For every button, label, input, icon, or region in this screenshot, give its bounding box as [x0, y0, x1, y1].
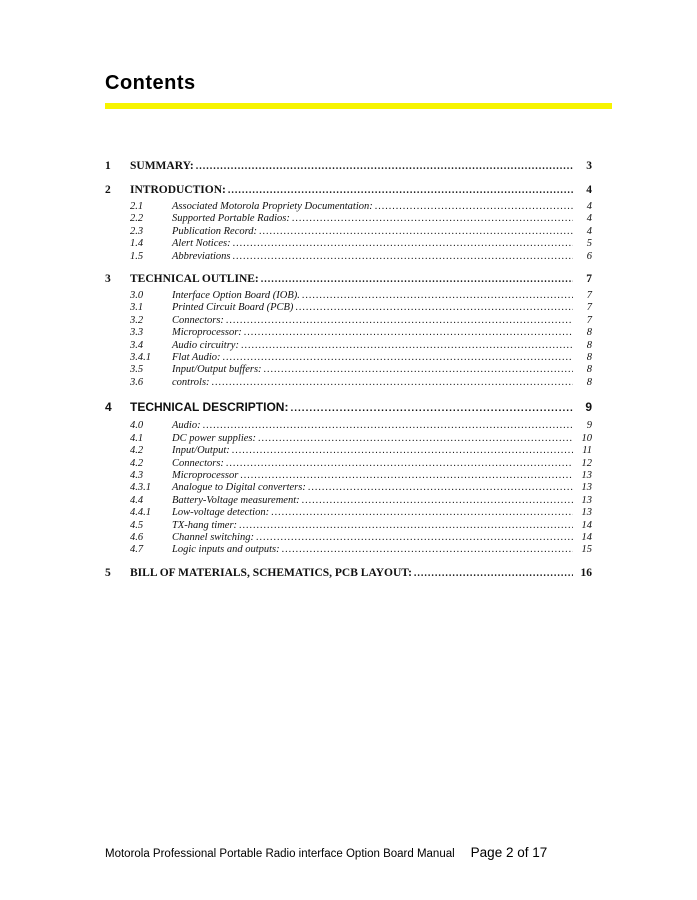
- toc-entry-number: 5: [105, 566, 111, 579]
- toc-entry-number: 4.0: [130, 420, 144, 432]
- page-title: Contents: [105, 72, 196, 94]
- toc-entry-page: 4: [586, 201, 592, 212]
- toc-entry-number: 2: [105, 184, 111, 196]
- toc-leader-dots: [414, 566, 573, 581]
- toc-leader-dots: [295, 302, 573, 314]
- toc-leader-dots: [261, 272, 573, 287]
- toc-leader-dots: [244, 327, 573, 339]
- toc-entry: [105, 302, 592, 314]
- toc-entry-number: 1.4: [130, 238, 144, 250]
- toc-leader-dots: [292, 213, 573, 225]
- toc-entry-page: 4: [586, 213, 592, 225]
- toc-entry: [105, 340, 592, 352]
- toc-leader-dots: [196, 159, 573, 174]
- toc-entry-page: 3: [586, 160, 592, 172]
- toc-entry: [105, 544, 592, 556]
- toc-entry-title: INTRODUCTION:: [130, 184, 226, 196]
- toc-entry: [105, 520, 592, 532]
- toc-entry-number: 3.5: [130, 364, 144, 376]
- toc-entry-title: Publication Record:: [172, 225, 258, 237]
- toc-entry: [105, 470, 592, 482]
- yellow-highlight-bar: [105, 103, 612, 109]
- toc-entry-title: Alert Notices:: [172, 238, 231, 250]
- toc-entry: [105, 482, 592, 494]
- toc-leader-dots: [203, 420, 573, 432]
- toc-entry-number: 4.6: [130, 531, 144, 543]
- toc-entry: [105, 507, 592, 519]
- toc-entry-page: 7: [586, 290, 592, 302]
- toc-entry-title: BILL OF MATERIALS, SCHEMATICS, PCB LAYOUT:: [130, 566, 412, 579]
- toc-entry: [105, 159, 592, 174]
- toc-leader-dots: [226, 458, 573, 470]
- toc-entry-page: 14: [581, 519, 592, 531]
- toc-entry: [105, 495, 592, 507]
- toc-entry: [105, 532, 592, 544]
- toc-entry-page: 4: [586, 225, 592, 237]
- toc-entry: [105, 272, 592, 287]
- toc-entry-title: Analogue to Digital converters:: [172, 482, 306, 494]
- toc-entry-title: Audio:: [172, 420, 201, 432]
- toc-entry-page: 5: [586, 238, 592, 250]
- toc-entry-page: 15: [581, 544, 592, 556]
- toc-entry-number: 3.6: [130, 376, 144, 388]
- toc-leader-dots: [228, 183, 573, 198]
- toc-entry-number: 4.7: [130, 544, 144, 556]
- toc-entry: [105, 364, 592, 376]
- toc-entry-title: Logic inputs and outputs:: [172, 544, 280, 556]
- toc-entry-title: SUMMARY:: [130, 160, 194, 172]
- toc-entry-number: 4.4.1: [130, 507, 151, 519]
- toc-leader-dots: [223, 352, 573, 364]
- toc-entry: [105, 400, 592, 416]
- toc-entry-number: 3: [105, 273, 111, 286]
- toc-entry-number: 3.4.1: [130, 352, 151, 364]
- toc-leader-dots: [271, 507, 573, 519]
- toc-entry-number: 4.3.1: [130, 482, 151, 494]
- toc-entry-number: 4.2: [130, 457, 144, 469]
- toc-entry-number: 1.5: [130, 250, 144, 262]
- page-footer: [105, 845, 592, 860]
- toc-entry-number: 3.1: [130, 302, 144, 314]
- toc-entry-page: 8: [586, 364, 592, 376]
- toc-entry-page: 7: [586, 273, 592, 286]
- toc-leader-dots: [290, 400, 573, 416]
- toc-leader-dots: [239, 520, 573, 532]
- toc-entry-page: 4: [586, 184, 592, 196]
- toc-leader-dots: [259, 226, 573, 238]
- toc-entry-title: Low-voltage detection:: [172, 507, 270, 519]
- toc-entry-page: 12: [581, 457, 592, 469]
- toc-entry-title: Battery-Voltage measurement:: [172, 494, 300, 506]
- toc-list: [105, 150, 592, 584]
- toc-entry-page: 8: [586, 376, 592, 388]
- toc-entry: [105, 377, 592, 389]
- toc-entry: [105, 290, 592, 302]
- toc-entry-title: Associated Motorola Propriety Documentation:: [172, 201, 373, 212]
- toc-entry-page: 13: [581, 507, 592, 519]
- footer-page-indicator: Page 2 of 17: [470, 845, 548, 860]
- toc-entry: [105, 183, 592, 198]
- toc-entry-page: 9: [586, 420, 592, 432]
- toc-entry-page: 7: [586, 314, 592, 326]
- toc-entry-page: 11: [582, 445, 592, 457]
- toc-leader-dots: [226, 315, 573, 327]
- toc-leader-dots: [282, 544, 573, 556]
- toc-leader-dots: [264, 364, 573, 376]
- toc-leader-dots: [302, 290, 573, 302]
- toc-entry: [105, 420, 592, 432]
- toc-entry-page: 8: [586, 339, 592, 351]
- toc-entry-page: 8: [586, 352, 592, 364]
- toc-entry-page: 8: [586, 327, 592, 339]
- toc-entry-number: 3.3: [130, 327, 144, 339]
- toc-entry-page: 9: [585, 400, 592, 415]
- toc-entry-page: 10: [581, 432, 592, 444]
- toc-entry-number: 3.0: [130, 290, 144, 302]
- toc-leader-dots: [258, 433, 573, 445]
- toc-entry-page: 13: [581, 494, 592, 506]
- toc-entry: [105, 213, 592, 225]
- toc-leader-dots: [375, 201, 573, 213]
- toc-entry: [105, 352, 592, 364]
- toc-entry-page: 6: [586, 250, 592, 262]
- toc-entry-page: 13: [581, 482, 592, 494]
- toc-entry-title: TECHNICAL DESCRIPTION:: [130, 400, 289, 415]
- toc-entry-title: Connectors:: [172, 314, 224, 326]
- toc-leader-dots: [212, 377, 573, 389]
- toc-leader-dots: [302, 495, 573, 507]
- toc-entry: [105, 433, 592, 445]
- toc-entry-number: 4.2: [130, 445, 144, 457]
- toc-entry: [105, 445, 592, 457]
- toc-entry: [105, 201, 592, 213]
- toc-entry-title: Microprocessor: [172, 469, 239, 481]
- toc-entry: [105, 238, 592, 250]
- toc-entry-number: 2.2: [130, 213, 144, 225]
- toc-leader-dots: [241, 340, 573, 352]
- toc-entry-number: 4: [105, 400, 112, 415]
- toc-entry-title: Abbreviations: [172, 250, 231, 262]
- toc-entry-number: 1: [105, 160, 111, 172]
- footer-manual-title: Motorola Professional Portable Radio interface Option Board Manual: [105, 848, 455, 860]
- toc-entry-number: 2.3: [130, 225, 144, 237]
- toc-entry-title: Connectors:: [172, 457, 224, 469]
- toc-entry: [105, 251, 592, 263]
- toc-leader-dots: [308, 482, 573, 494]
- toc-entry: [105, 315, 592, 327]
- toc-entry: [105, 226, 592, 238]
- toc-entry-page: 16: [580, 566, 592, 579]
- toc-entry-title: TX-hang timer:: [172, 519, 238, 531]
- toc-entry: [105, 458, 592, 470]
- toc-entry-title: Audio circuitry:: [172, 339, 239, 351]
- toc-entry-title: DC power supplies:: [172, 432, 256, 444]
- toc-entry-title: Input/Output buffers:: [172, 364, 262, 376]
- toc-entry-number: 2.1: [130, 201, 144, 212]
- toc-entry-title: Microprocessor:: [172, 327, 242, 339]
- toc-entry-title: Interface Option Board (IOB).: [172, 290, 300, 302]
- toc-entry-number: 3.2: [130, 314, 144, 326]
- toc-entry-page: 7: [586, 302, 592, 314]
- toc-entry-page: 14: [581, 531, 592, 543]
- toc-leader-dots: [256, 532, 573, 544]
- toc-leader-dots: [233, 238, 573, 250]
- toc-entry-title: Input/Output:: [172, 445, 230, 457]
- toc-leader-dots: [233, 251, 573, 263]
- toc-entry-title: Printed Circuit Board (PCB): [172, 302, 294, 314]
- toc-entry-number: 4.4: [130, 494, 144, 506]
- toc-entry: [105, 327, 592, 339]
- toc-entry-number: 4.1: [130, 432, 144, 444]
- toc-entry-title: Channel switching:: [172, 531, 254, 543]
- toc-entry-number: 4.3: [130, 469, 144, 481]
- toc-entry-title: TECHNICAL OUTLINE:: [130, 273, 259, 286]
- toc-entry-title: Supported Portable Radios:: [172, 213, 290, 225]
- toc-entry-page: 13: [581, 469, 592, 481]
- toc-entry-number: 4.5: [130, 519, 144, 531]
- toc-entry-title: controls:: [172, 376, 210, 388]
- toc-entry-number: 3.4: [130, 339, 144, 351]
- toc-leader-dots: [240, 470, 573, 482]
- toc-leader-dots: [232, 445, 573, 457]
- toc-entry-title: Flat Audio:: [172, 352, 221, 364]
- toc-entry: [105, 566, 592, 581]
